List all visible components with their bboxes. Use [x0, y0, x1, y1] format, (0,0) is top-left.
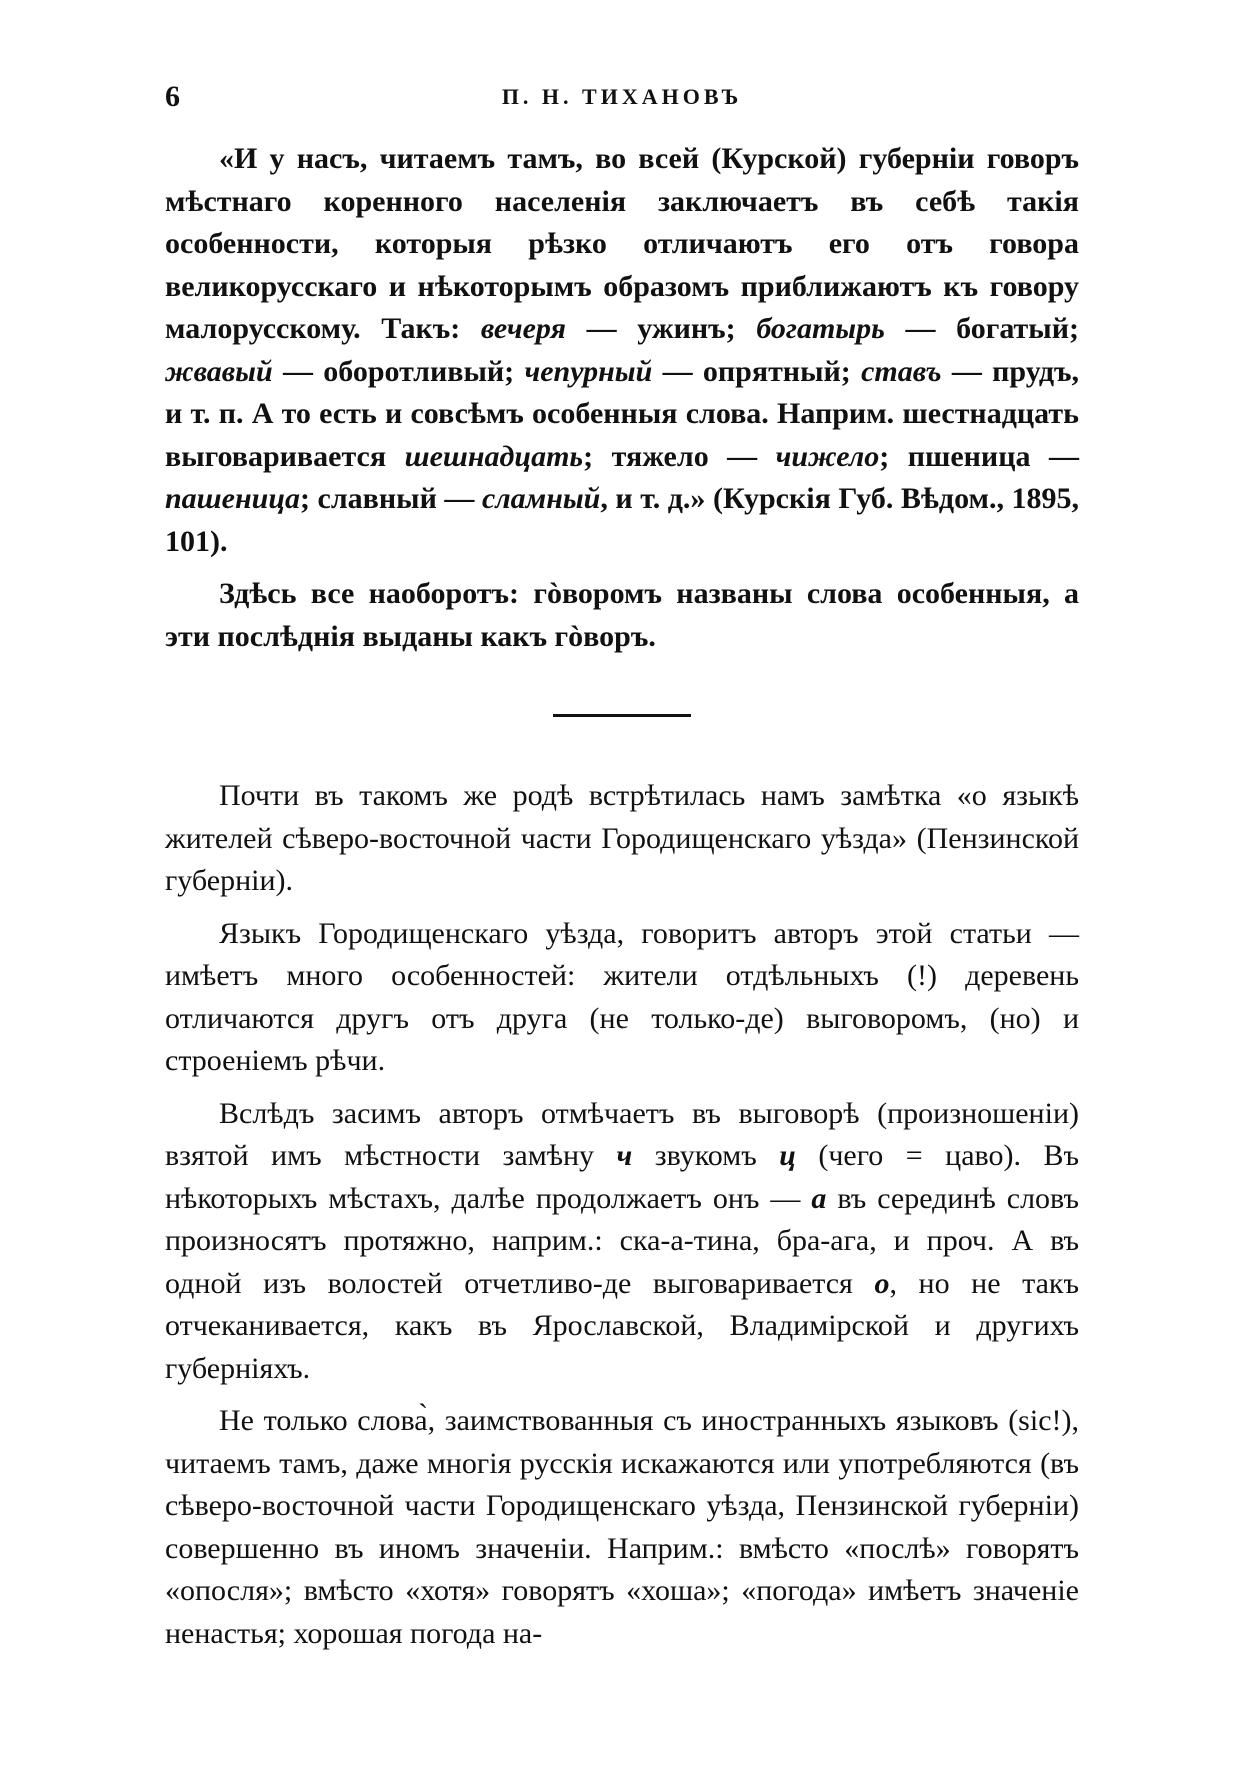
page-number: 6: [165, 80, 180, 113]
quote-paragraph: [165, 138, 1079, 563]
dialect-word: вечеря: [480, 312, 566, 345]
dialect-word: чижело: [775, 439, 880, 473]
running-head: [165, 80, 1079, 120]
dialect-word: чепурный: [524, 354, 653, 388]
dialect-word: шешнадцать: [404, 439, 584, 473]
text-run: , и т. д.» (Курскія Губ. Вѣдом., 1895, 101).: [165, 482, 1079, 558]
dialect-word: ставъ: [861, 354, 942, 388]
text-run: — богатый;: [884, 312, 1079, 345]
text-run: въ серединѣ словъ произносятъ протяжно, наприм.: ска-а-тина, бра-ага, и проч. А въ одной изъ волостей отчетливо-де выговаривается: [165, 1181, 1079, 1300]
running-title: П. Н. ТИХАНОВЪ: [501, 84, 743, 109]
dialect-word: сламный: [481, 482, 601, 515]
section-divider: [553, 714, 691, 717]
sound-letter: ч: [616, 1139, 633, 1172]
sound-letter: о: [874, 1266, 890, 1300]
sound-letter: а: [811, 1181, 827, 1215]
body-paragraph: Почти въ такомъ же родѣ встрѣтилась намъ замѣтка «о языкѣ жителей сѣверо-восточной части Городищенскаго уѣзда» (Пензинской губерніи).: [165, 779, 1079, 897]
dialect-word: богатырь: [756, 312, 885, 345]
text-run: , но не такъ отчеканивается, какъ въ Ярославской, Владимірской и другихъ губерніяхъ.: [165, 1266, 1079, 1385]
body-paragraph: Не только слова̀, заимствованныя съ иностранныхъ языковъ (sic!), читаемъ тамъ, даже многія русскія искажаются или употребляются (въ сѣверо-восточной части Городищенскаго уѣзда, Пензинской губерніи) совершенно въ иномъ значеніи. Наприм.: вмѣсто «послѣ» говорятъ «опосля»; вмѣсто «хотя» говорятъ «хоша»; «погода» имѣетъ значеніе ненастья; хорошая погода на-: [165, 1404, 1079, 1650]
body-paragraph: [165, 1093, 1079, 1391]
text-run: ; тяжело —: [583, 439, 776, 473]
text-run: — прудъ, и т. п. А то есть и совсѣмъ особенныя слова. Наприм. шестнадцать выговаривается: [165, 354, 1079, 473]
body-paragraph: Языкъ Городищенскаго уѣзда, говоритъ авторъ этой статьи — имѣетъ много особенностей: жители отдѣльныхъ (!) деревень отличаются другъ отъ друга (не только-де) выговоромъ, (но) и строеніемъ рѣчи.: [165, 916, 1079, 1077]
commentary-paragraph: Здѣсь все наоборотъ: гòворомъ названы слова особенныя, а эти послѣднія выданы какъ гòворъ.: [165, 577, 1079, 653]
text-run: (чего = цаво). Въ нѣкоторыхъ мѣстахъ, далѣе продолжаетъ онъ —: [165, 1139, 1079, 1215]
text-run: — опрятный;: [652, 354, 862, 388]
text-run: звукомъ: [632, 1139, 780, 1172]
text-run: — ужинъ;: [565, 312, 757, 345]
text-run: ; славный —: [300, 482, 482, 515]
dialect-word: жвавый: [165, 354, 273, 388]
text-run: ; пшеница —: [879, 439, 1079, 473]
text-run: Вслѣдъ засимъ авторъ отмѣчаетъ въ выговорѣ (произношеніи) взятой имъ мѣстности замѣну: [165, 1096, 1079, 1172]
sound-letter: ц: [779, 1139, 796, 1172]
dialect-word: пашеница: [165, 482, 301, 515]
text-run: «И у насъ, читаемъ тамъ, во всей (Курской) губерніи говоръ мѣстнаго коренного населенія заключаетъ въ себѣ такія особенности, которыя рѣзко отличаютъ его отъ говора великорусскаго и нѣкоторымъ образомъ приближаютъ къ говору малорусскому. Такъ:: [165, 142, 1079, 345]
text-run: — оборотливый;: [272, 354, 525, 388]
